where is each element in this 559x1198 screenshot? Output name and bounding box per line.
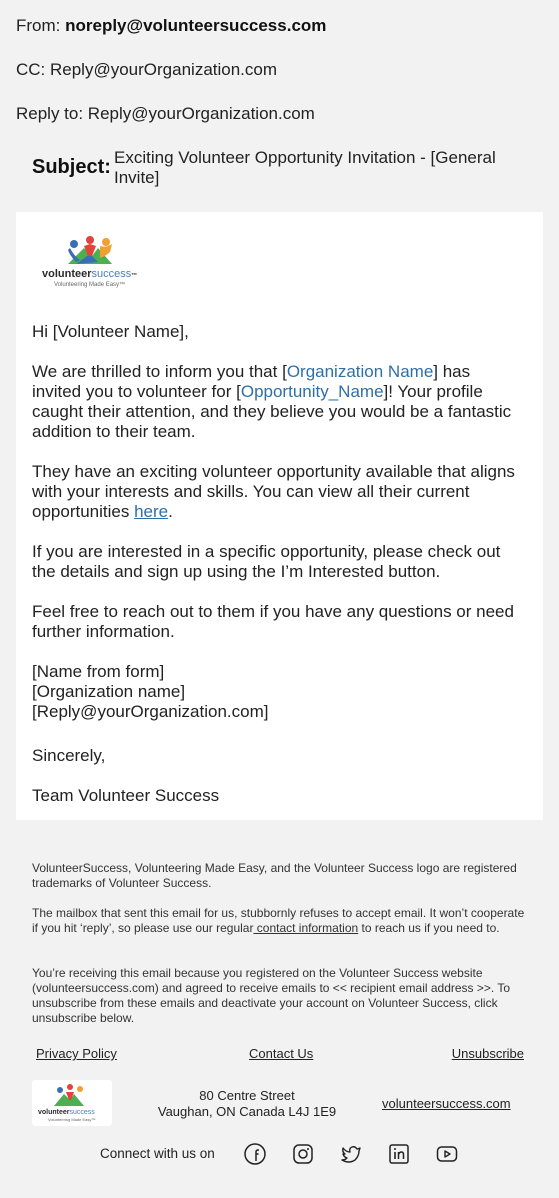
address-line-1: 80 Centre Street bbox=[199, 1088, 295, 1103]
subject-label: Subject: bbox=[32, 156, 111, 178]
privacy-policy-link[interactable]: Privacy Policy bbox=[36, 1046, 117, 1061]
logo-word-accent: success bbox=[91, 268, 132, 280]
reply-to-line: Reply to: Reply@yourOrganization.com bbox=[16, 104, 315, 123]
contact-information-link[interactable]: contact information bbox=[253, 921, 359, 935]
p1-text-c: ]! Your profile caught their attention, and they believe you would be a fantastic addition to their team. bbox=[32, 382, 512, 441]
signature-organization: [Organization name] bbox=[32, 682, 186, 701]
logo-tm: ™ bbox=[131, 273, 138, 279]
p2-text-b: . bbox=[168, 502, 173, 521]
footer-logo-icon bbox=[32, 1080, 112, 1126]
paragraph-interested: If you are interested in a specific opportunity, please check out the details and sign up using the I’m Interested button. bbox=[32, 542, 501, 581]
signature-email: [Reply@yourOrganization.com] bbox=[32, 702, 269, 721]
from-line bbox=[16, 16, 326, 36]
here-link[interactable]: here bbox=[134, 502, 169, 521]
p1-text-b: ] has invited you to volunteer for [ bbox=[32, 362, 471, 401]
receiving-notice: You’re receiving this email because you registered on the Volunteer Success website (volunteersuccess.com) and agreed to receive emails to << recipient email address >>. To unsubscribe from these emails and deactivate your account on Volunteer Success, click unsubscribe below. bbox=[32, 966, 511, 1025]
trademark-notice: VolunteerSuccess, Volunteering Made Easy, and the Volunteer Success logo are registered trademarks of Volunteer Success. bbox=[32, 861, 517, 890]
svg-text:Volunteering Made Easy™: Volunteering Made Easy™ bbox=[48, 1117, 96, 1122]
logo-word-main: volunteer bbox=[42, 268, 92, 280]
volunteer-success-logo bbox=[40, 234, 150, 290]
greeting: Hi [Volunteer Name], bbox=[32, 322, 189, 341]
mailing-address bbox=[146, 1088, 348, 1120]
subject-value: Exciting Volunteer Opportunity Invitation - [General Invite] bbox=[114, 148, 496, 187]
svg-text:volunteersuccess: volunteersuccess bbox=[38, 1109, 95, 1116]
logo-figures-icon bbox=[40, 234, 150, 268]
paragraph-reach-out: Feel free to reach out to them if you have any questions or need further information. bbox=[32, 602, 514, 641]
footer-logo bbox=[32, 1080, 112, 1126]
mailbox-notice bbox=[32, 906, 528, 936]
logo-wordmark bbox=[42, 268, 137, 280]
from-label: From: bbox=[16, 16, 66, 35]
mailbox-text-b: to reach us if you need to. bbox=[358, 921, 500, 935]
from-address: noreply@volunteersuccess.com bbox=[65, 16, 327, 35]
twitter-icon[interactable] bbox=[339, 1142, 363, 1166]
connect-label: Connect with us on bbox=[100, 1146, 215, 1161]
youtube-icon[interactable] bbox=[435, 1142, 459, 1166]
website-link[interactable]: volunteersuccess.com bbox=[382, 1096, 511, 1111]
opportunity-name-placeholder: Opportunity_Name bbox=[240, 382, 384, 401]
closing: Sincerely, bbox=[32, 746, 106, 765]
paragraph-opportunities bbox=[32, 462, 522, 522]
organization-name-placeholder: Organization Name bbox=[286, 362, 434, 381]
logo-tagline: Volunteering Made Easy™ bbox=[54, 282, 126, 288]
p2-text-a: They have an exciting volunteer opportunity available that aligns with your interests and skills. You can view all their current opportunities bbox=[32, 462, 515, 521]
facebook-icon[interactable] bbox=[243, 1142, 267, 1166]
linkedin-icon[interactable] bbox=[387, 1142, 411, 1166]
unsubscribe-link[interactable]: Unsubscribe bbox=[451, 1046, 524, 1061]
paragraph-invitation bbox=[32, 362, 522, 442]
signature-name: [Name from form] bbox=[32, 662, 165, 681]
footer-links bbox=[36, 1046, 524, 1062]
mailbox-text-a: The mailbox that sent this email for us, stubbornly refuses to accept email. It won’t cooperate if you hit ‘reply’, so please use our regular bbox=[32, 906, 525, 935]
cc-line: CC: Reply@yourOrganization.com bbox=[16, 60, 278, 79]
contact-us-link[interactable]: Contact Us bbox=[249, 1046, 314, 1061]
p1-text-a: We are thrilled to inform you that [ bbox=[32, 362, 287, 381]
address-line-2: Vaughan, ON Canada L4J 1E9 bbox=[157, 1104, 337, 1119]
team-signature: Team Volunteer Success bbox=[32, 786, 220, 805]
subject-line bbox=[32, 148, 542, 188]
instagram-icon[interactable] bbox=[291, 1142, 315, 1166]
email-body-card bbox=[16, 212, 543, 820]
